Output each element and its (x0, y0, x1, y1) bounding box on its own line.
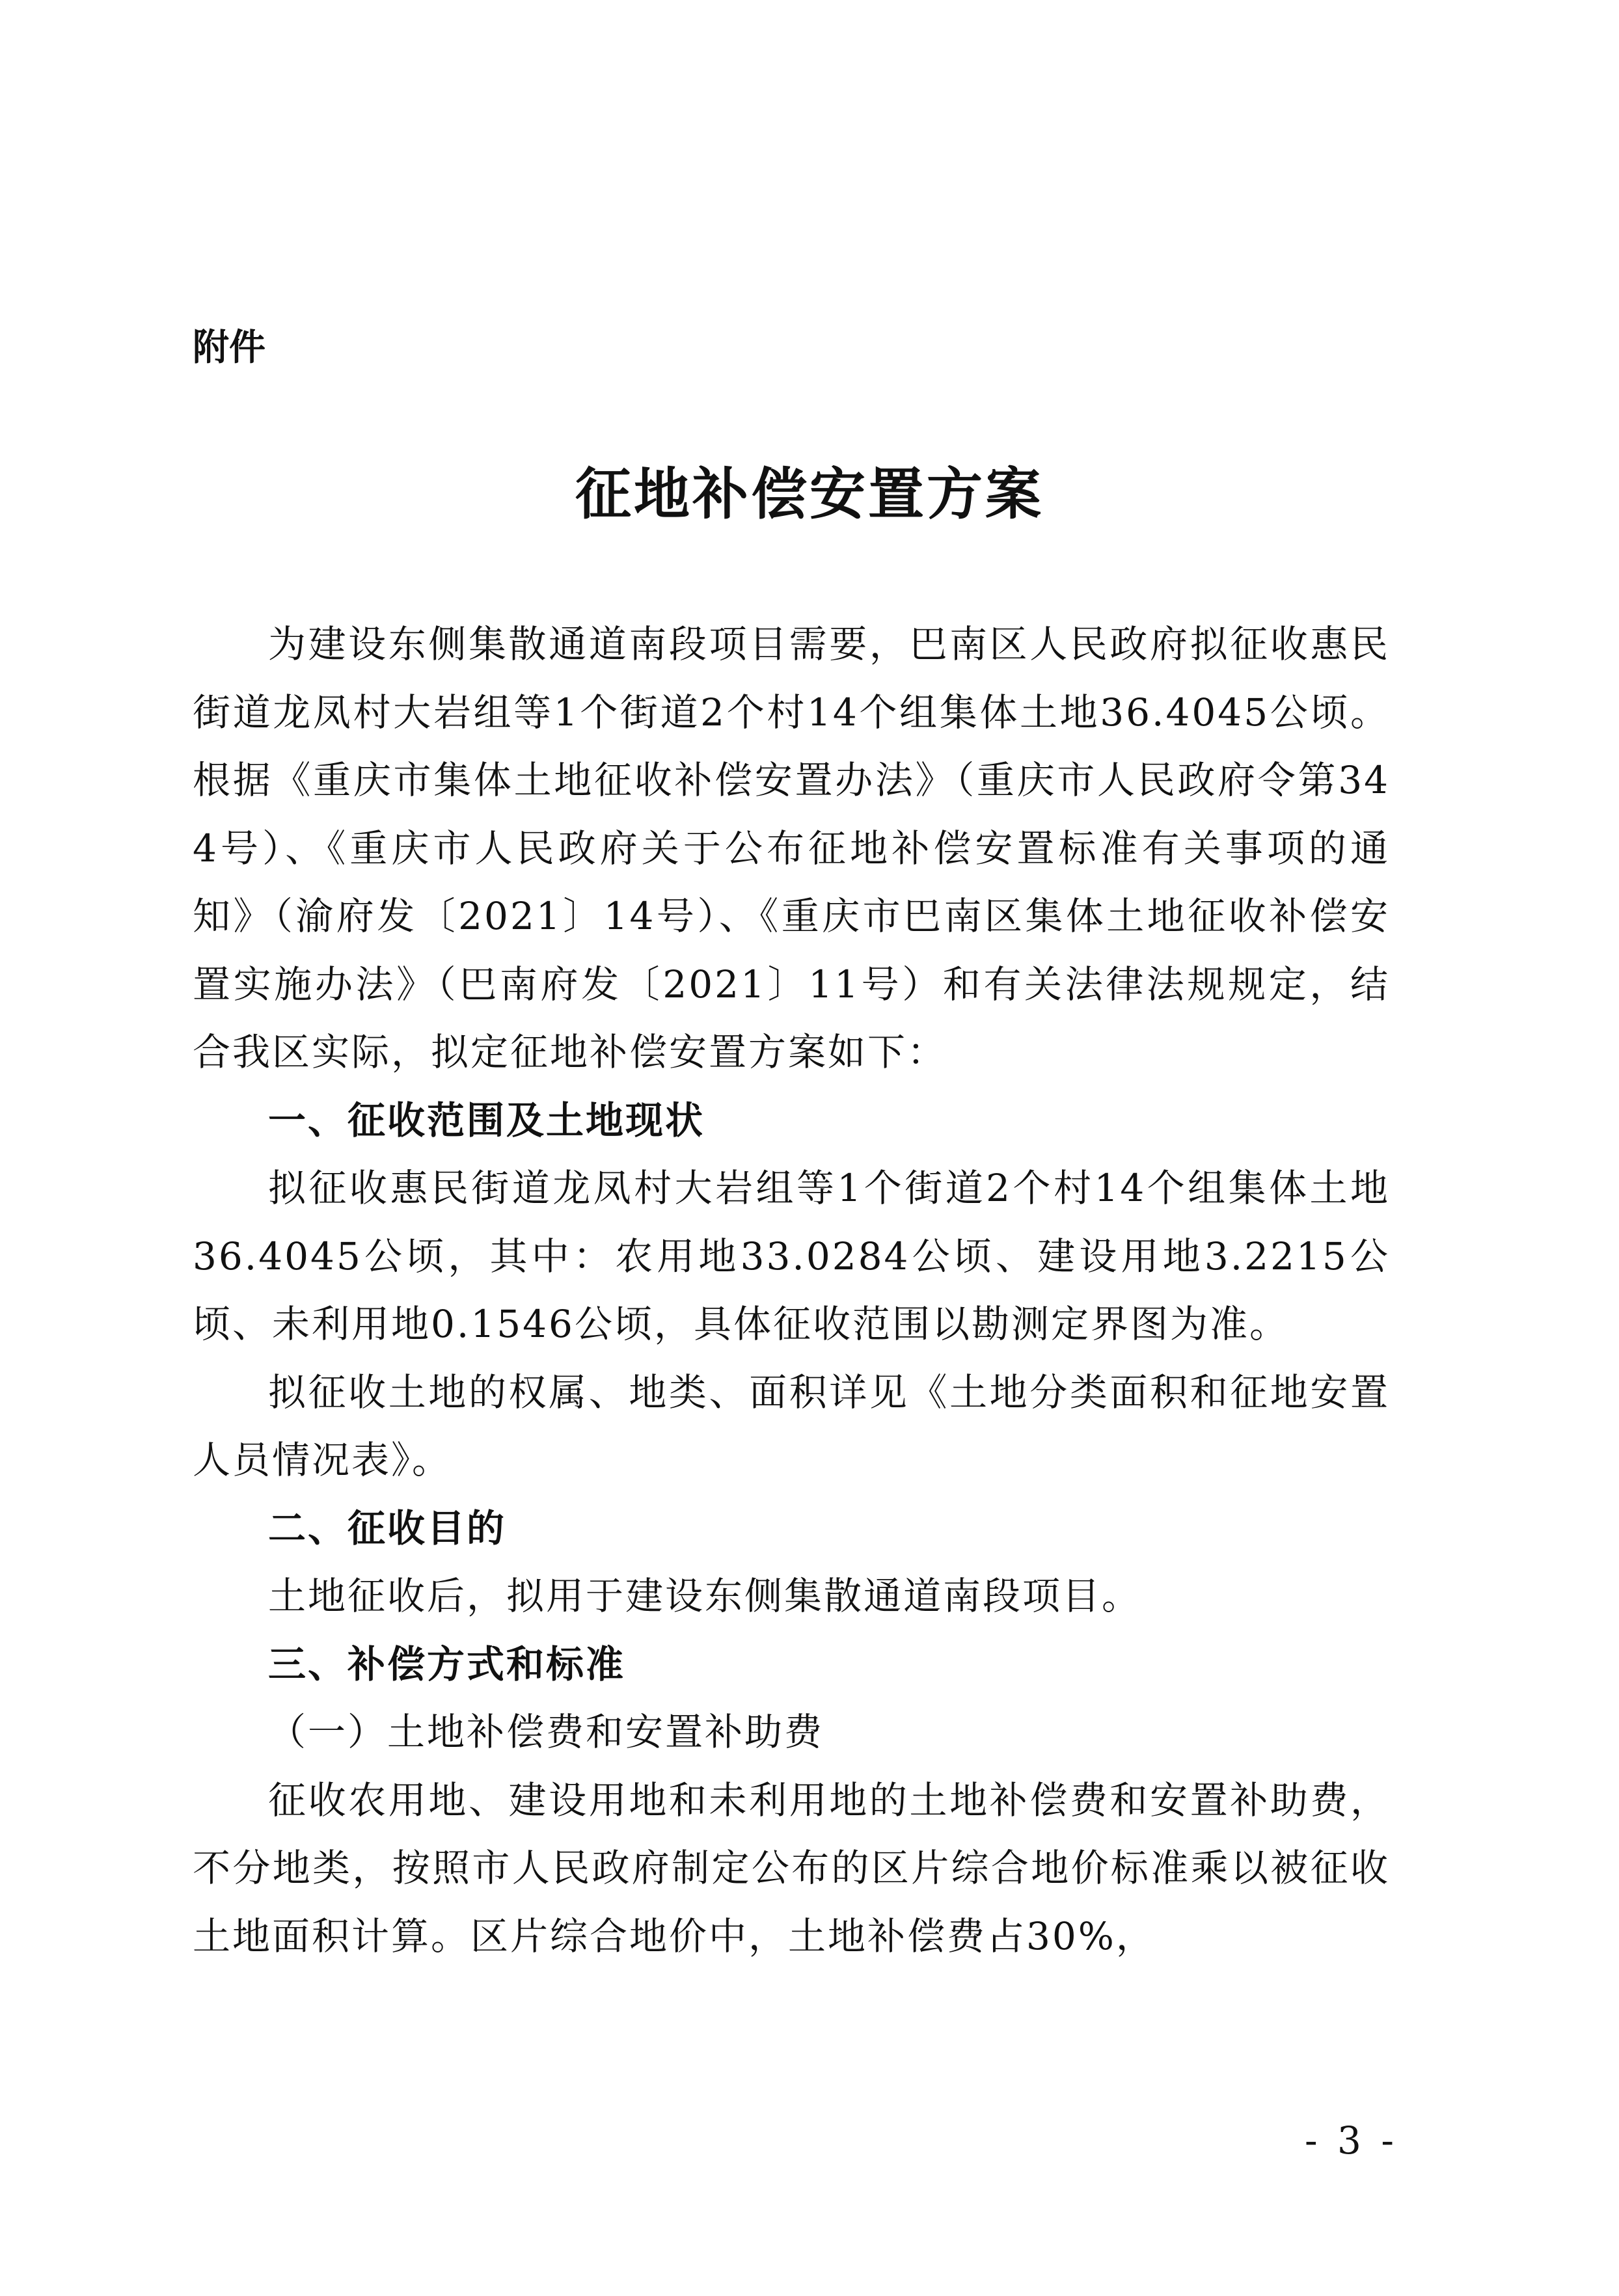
document-title: 征地补偿安置方案 (575, 462, 1044, 527)
page-number: - 3 - (1305, 2118, 1398, 2163)
subsection-heading-1: （一）土地补偿费和安置补助费 (268, 1710, 824, 1754)
paragraph-ownership: 拟征收土地的权属、地类、面积详见《土地分类面积和征地安置人员情况表》。 (193, 1370, 1390, 1482)
section-heading-1: 一、征收范围及土地现状 (268, 1098, 705, 1142)
section-heading-3: 三、补偿方式和标准 (268, 1641, 626, 1686)
document-body (193, 610, 1390, 1970)
paragraph-scope: 拟征收惠民街道龙凤村大岩组等1个街道2个村14个组集体土地36.4045公顷，其中：农用地33.0284公顷、建设用地3.2215公顷、未利用地0.1546公顷，具体征收范围以勘测定界图为准。 (193, 1166, 1390, 1346)
attachment-label: 附件 (193, 327, 265, 369)
paragraph-intro: 为建设东侧集散通道南段项目需要，巴南区人民政府拟征收惠民街道龙凤村大岩组等1个街道2个村14个组集体土地36.4045公顷。根据《重庆市集体土地征收补偿安置办法》（重庆市人民政府令第344号）、《重庆市人民政府关于公布征地补偿安置标准有关事项的通知》（渝府发〔2021〕14号）、《重庆市巴南区集体土地征收补偿安置实施办法》（巴南府发〔2021〕11号）和有关法律法规规定，结合我区实际，拟定征地补偿安置方案如下： (193, 622, 1390, 1074)
section-heading-2: 二、征收目的 (268, 1506, 507, 1550)
paragraph-purpose: 土地征收后，拟用于建设东侧集散通道南段项目。 (268, 1574, 1142, 1618)
paragraph-compensation: 征收农用地、建设用地和未利用地的土地补偿费和安置补助费，不分地类，按照市人民政府制定公布的区片综合地价标准乘以被征收土地面积计算。区片综合地价中，土地补偿费占30%， (193, 1777, 1390, 1958)
